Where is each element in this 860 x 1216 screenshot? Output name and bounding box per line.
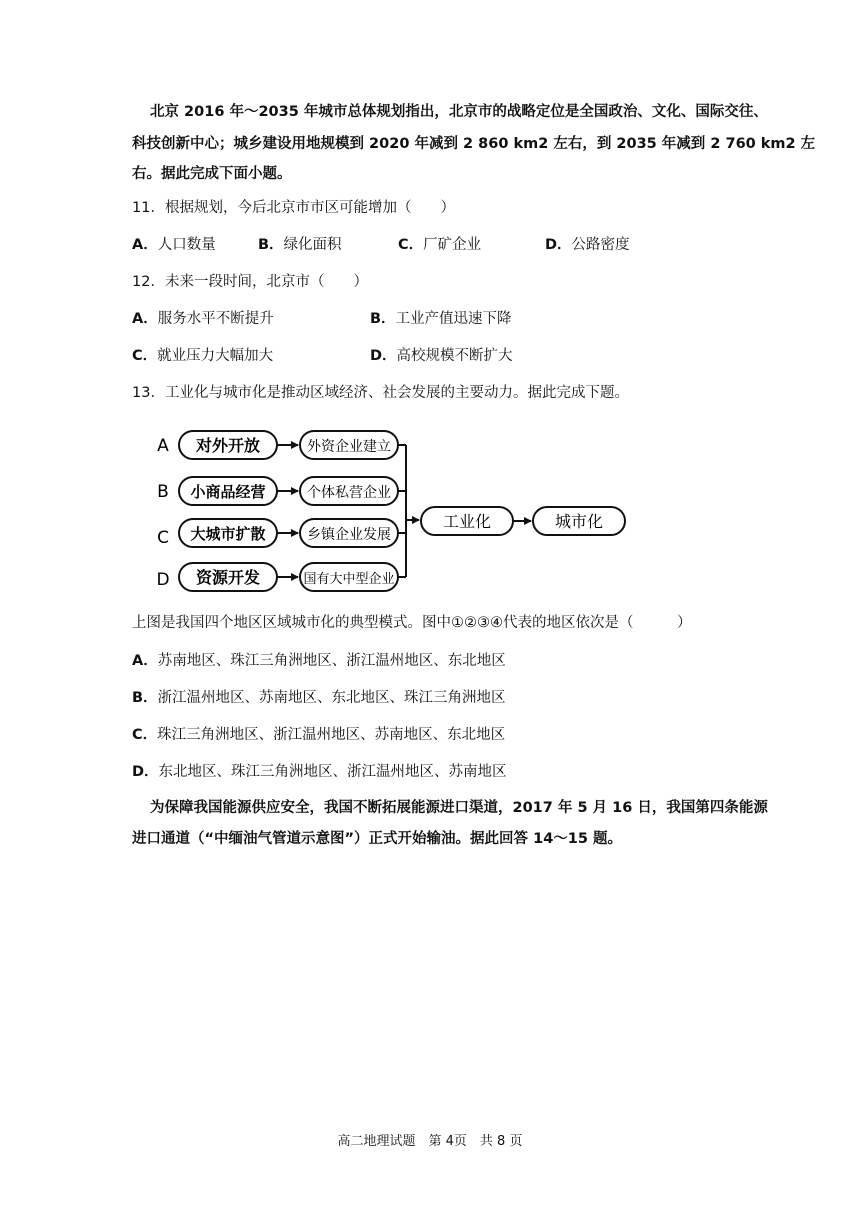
q11-option-b: B．绿化面积 — [258, 237, 342, 253]
q13-option-b: B．浙江温州地区、苏南地区、东北地区、珠江三角洲地区 — [132, 690, 506, 706]
q11-option-a: A．人口数量 — [132, 237, 216, 253]
q13-option-d: D．东北地区、珠江三角洲地区、浙江温州地区、苏南地区 — [132, 764, 507, 780]
q12-option-c: C．就业压力大幅加大 — [132, 348, 274, 364]
q11-stem: 11．根据规划，今后北京市市区可能增加（ ） — [132, 200, 455, 216]
intro-line-3: 右。据此完成下面小题。 — [132, 166, 292, 182]
urbanization-label: 城市化 — [554, 512, 604, 531]
page-footer: 高二地理试题 第 4页 共 8 页 — [337, 1134, 523, 1149]
row-b-letter: B — [157, 482, 169, 502]
row-d-letter: D — [156, 570, 170, 590]
q13-stem: 13．工业化与城市化是推动区域经济、社会发展的主要动力。据此完成下题。 — [132, 385, 629, 401]
intro2-line-1: 为保障我国能源供应安全，我国不断拓展能源进口渠道，2017 年 5 月 16 日，我国第四条能源 — [150, 800, 768, 816]
row-a-enterprise: 外资企业建立 — [307, 439, 391, 455]
industrialization-label: 工业化 — [442, 512, 492, 531]
q13-option-c: C．珠江三角洲地区、浙江温州地区、苏南地区、东北地区 — [132, 727, 506, 743]
row-b-source: 小商品经营 — [190, 483, 266, 501]
urbanization-model-diagram — [155, 424, 635, 596]
q12-option-b: B．工业产值迅速下降 — [370, 311, 512, 327]
row-d-source: 资源开发 — [195, 568, 261, 587]
q12-stem: 12．未来一段时间，北京市（ ） — [132, 274, 368, 290]
q11-option-c: C．厂矿企业 — [398, 237, 482, 253]
q13-question: 上图是我国四个地区区域城市化的典型模式。图中①②③④代表的地区依次是（ ） — [132, 615, 692, 631]
row-b-enterprise: 个体私营企业 — [307, 485, 391, 501]
row-c-letter: C — [157, 528, 169, 548]
row-c-source: 大城市扩散 — [190, 525, 266, 543]
row-d-enterprise: 国有大中型企业 — [303, 572, 395, 587]
q12-option-d: D．高校规模不断扩大 — [370, 348, 513, 364]
row-a-source: 对外开放 — [195, 436, 261, 455]
intro-line-2: 科技创新中心；城乡建设用地规模到 2020 年减到 2 860 km2 左右，到 2035 年减到 2 760 km2 左 — [132, 136, 816, 152]
row-c-enterprise: 乡镇企业发展 — [307, 527, 391, 543]
q13-option-a: A．苏南地区、珠江三角洲地区、浙江温州地区、东北地区 — [132, 653, 506, 669]
q11-option-d: D．公路密度 — [545, 237, 630, 253]
intro2-line-2: 进口通道（“中缅油气管道示意图”）正式开始输油。据此回答 14～15 题。 — [132, 831, 623, 847]
q12-option-a: A．服务水平不断提升 — [132, 311, 274, 327]
row-a-letter: A — [157, 436, 169, 456]
intro-line-1: 北京 2016 年～2035 年城市总体规划指出，北京市的战略定位是全国政治、文化、国际交往、 — [150, 104, 768, 120]
